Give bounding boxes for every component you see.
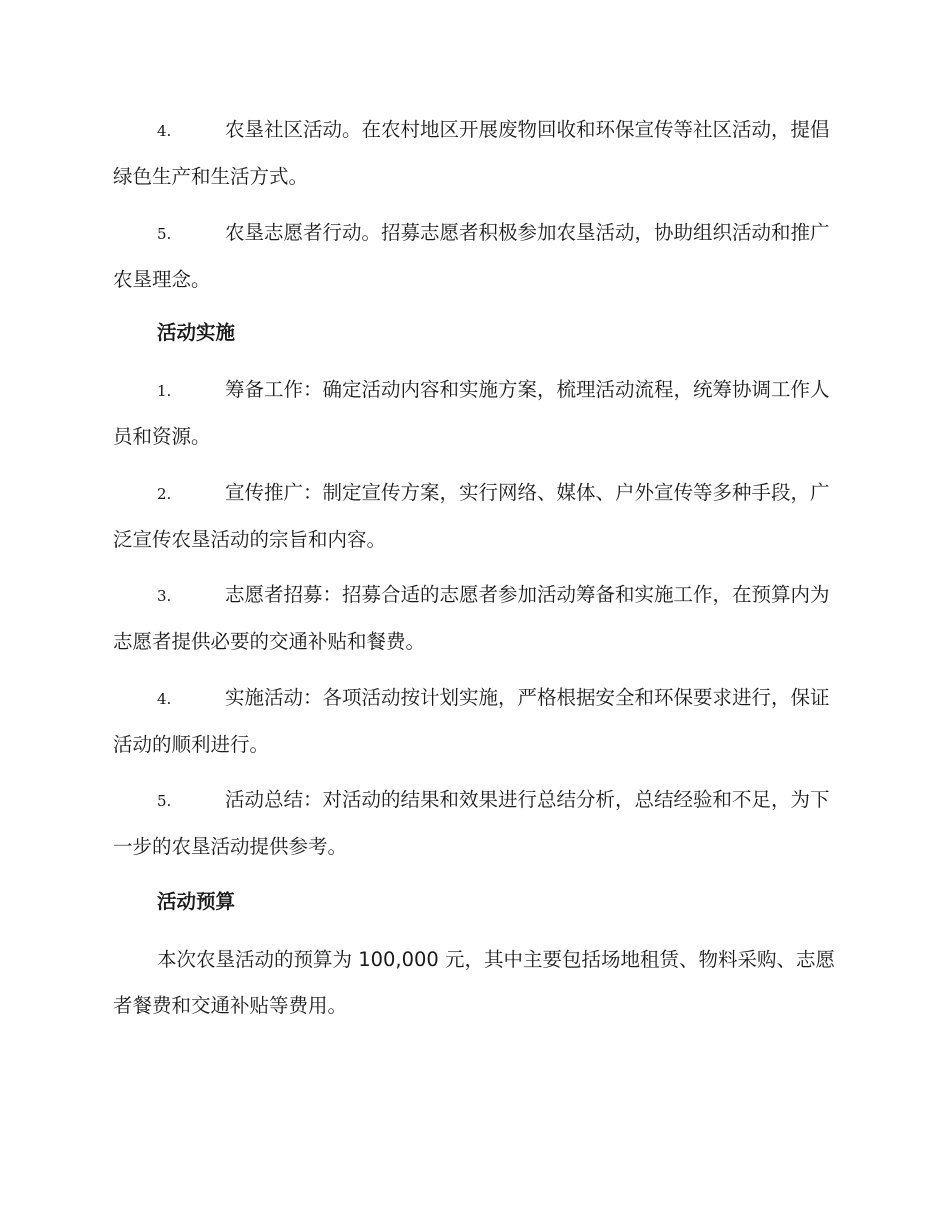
list-number: 4.	[157, 122, 172, 140]
implementation-list-item	[113, 470, 838, 563]
list-text: 农垦志愿者行动。招募志愿者积极参加农垦活动，协助组织活动和推广农垦理念。	[113, 221, 830, 291]
section-heading-implementation: 活动实施	[157, 321, 236, 344]
list-number: 5.	[157, 792, 172, 810]
list-text: 宣传推广：制定宣传方案，实行网络、媒体、户外宣传等多种手段，广泛宣传农垦活动的宗旨和内容。	[113, 481, 830, 551]
list-text: 筹备工作：确定活动内容和实施方案，梳理活动流程，统筹协调工作人员和资源。	[113, 378, 830, 448]
implementation-list-item	[113, 572, 838, 665]
list-number: 2.	[157, 485, 172, 503]
implementation-list-item	[113, 367, 838, 460]
top-list-item	[113, 107, 838, 200]
budget-paragraph	[113, 937, 838, 1029]
budget-text: 本次农垦活动的预算为 100,000 元，其中主要包括场地租赁、物料采购、志愿者餐费和交通补贴等费用。	[113, 948, 836, 1017]
list-text: 实施活动：各项活动按计划实施，严格根据安全和环保要求进行，保证活动的顺利进行。	[113, 686, 830, 756]
section-heading-budget: 活动预算	[157, 890, 236, 913]
list-number: 5.	[157, 225, 172, 243]
list-text: 活动总结：对活动的结果和效果进行总结分析，总结经验和不足，为下一步的农垦活动提供参考。	[113, 788, 830, 858]
list-text: 农垦社区活动。在农村地区开展废物回收和环保宣传等社区活动，提倡绿色生产和生活方式。	[113, 118, 830, 188]
list-number: 4.	[157, 690, 172, 708]
implementation-list-item	[113, 777, 838, 870]
list-number: 1.	[157, 382, 172, 400]
list-number: 3.	[157, 587, 172, 605]
implementation-list-item	[113, 675, 838, 768]
list-text: 志愿者招募：招募合适的志愿者参加活动筹备和实施工作，在预算内为志愿者提供必要的交通补贴和餐费。	[113, 583, 830, 653]
top-list-item	[113, 210, 838, 303]
